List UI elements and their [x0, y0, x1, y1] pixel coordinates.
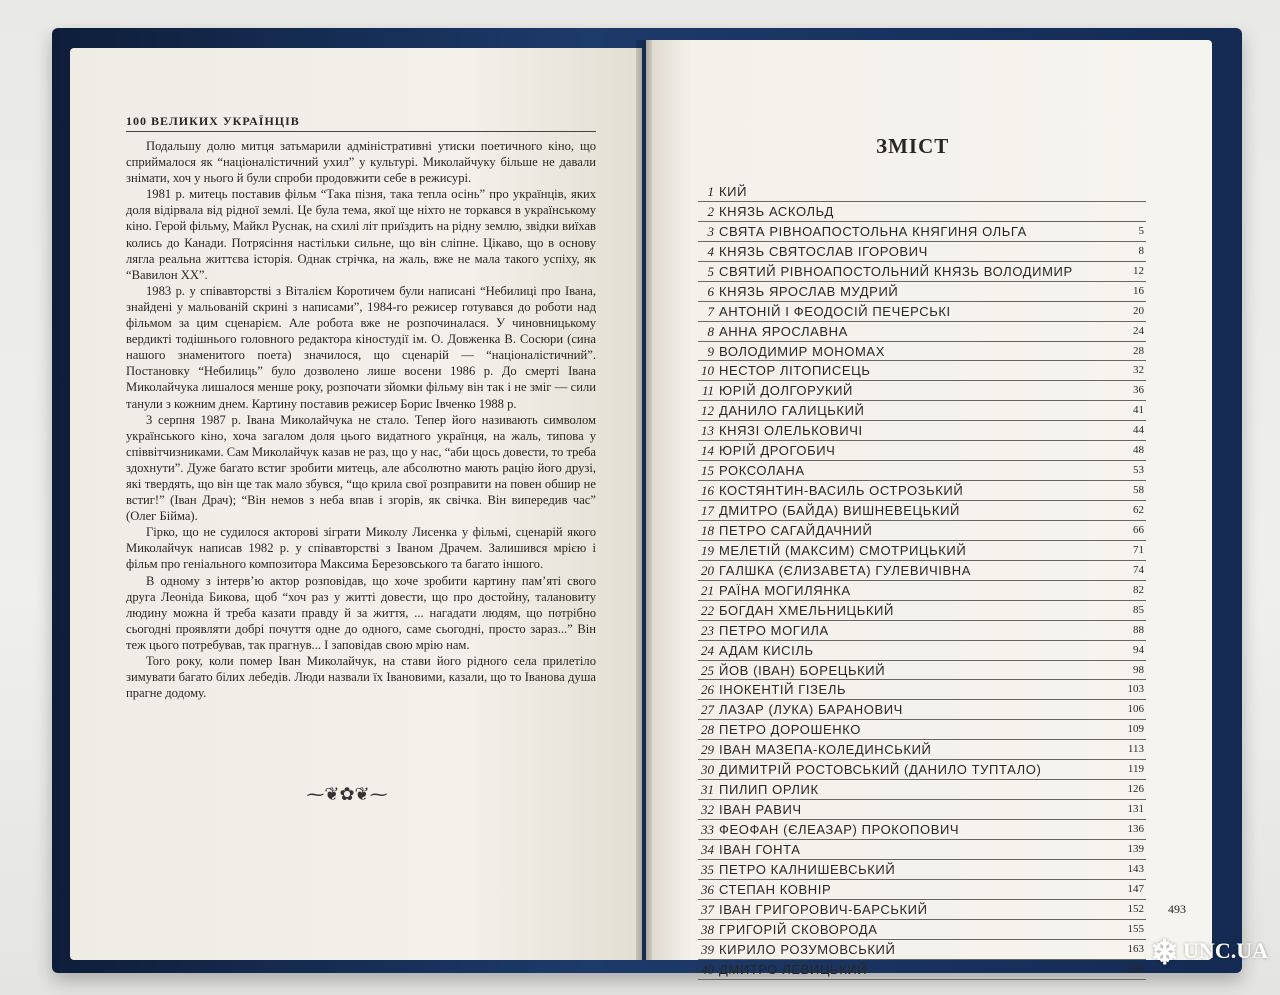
toc-entry-number: 39 — [701, 941, 714, 957]
toc-entry-title: КИРИЛО РОЗУМОВСЬКИЙ — [719, 941, 896, 957]
toc-entry — [698, 920, 1146, 940]
toc-entry — [698, 342, 1146, 362]
toc-entry-title: НЕСТОР ЛІТОПИСЕЦЬ — [719, 363, 871, 379]
toc-entry-number: 23 — [701, 622, 714, 638]
toc-entry-number: 36 — [701, 881, 714, 897]
toc-entry-page: 32 — [1133, 364, 1144, 377]
toc-entry — [698, 401, 1146, 421]
toc-entry-title: ДИМИТРІЙ РОСТОВСЬКИЙ (ДАНИЛО ТУПТАЛО) — [719, 762, 1042, 778]
page-number: 493 — [1168, 902, 1186, 916]
toc-entry — [698, 641, 1146, 661]
toc-entry — [698, 501, 1146, 521]
toc-entry-page: 36 — [1133, 384, 1144, 397]
toc-entry-number: 29 — [701, 742, 714, 758]
toc-entry-title: СТЕПАН КОВНІР — [719, 881, 832, 897]
toc-entry-title: ІВАН МАЗЕПА-КОЛЕДИНСЬКИЙ — [719, 742, 932, 758]
toc-entry-title: ГРИГОРІЙ СКОВОРОДА — [719, 921, 878, 937]
toc-entry-number: 33 — [701, 822, 714, 837]
toc-entry-page: 88 — [1133, 623, 1144, 636]
toc-entry-title: ІВАН РАВИЧ — [719, 802, 802, 818]
left-page — [70, 48, 642, 960]
toc-entry-number: 40 — [701, 961, 714, 977]
toc-entry — [698, 581, 1146, 601]
toc-entry — [698, 322, 1146, 342]
toc-entry-page: 155 — [1127, 922, 1144, 935]
toc-entry-number: 18 — [701, 522, 714, 538]
toc-entry-title: ІВАН ГОНТА — [719, 841, 801, 857]
toc-entry — [698, 621, 1146, 641]
toc-entry-page: 53 — [1133, 464, 1144, 477]
toc-entry-title: БОГДАН ХМЕЛЬНИЦЬКИЙ — [719, 602, 894, 618]
toc-entry-number: 16 — [701, 483, 714, 499]
toc-entry-page: 24 — [1133, 324, 1144, 337]
right-page — [646, 40, 1212, 977]
toc-entry-page: 8 — [1138, 244, 1144, 257]
toc-entry-page: 41 — [1133, 404, 1144, 417]
toc-entry-number: 6 — [707, 283, 714, 299]
toc-entry-title: РАЇНА МОГИЛЯНКА — [719, 582, 851, 598]
toc-entry-title: ПЕТРО САГАЙДАЧНИЙ — [719, 522, 873, 538]
toc-entry-page: 131 — [1127, 803, 1144, 816]
toc-entry — [698, 421, 1146, 441]
paragraph: В одному з інтерв’ю актор розповідав, що хоче зробити картину пам’яті свого друга Леоніда Бикова, щоб “хоч раз у житті довести, що про достойну, талановиту людину можна й треба казати правду й за життя, ... нагадати людям, що потрібно сьогодні проявляти добрі почуття одне до одного, саме сьогодні, просто зараз...” Він теж цього потребував, так прагнув... І заповідав свою мрію нам. — [126, 573, 596, 652]
toc-entry-page: 143 — [1127, 862, 1144, 875]
toc-entry — [698, 222, 1146, 242]
toc-entry — [698, 720, 1146, 740]
toc-entry-page: 106 — [1127, 703, 1144, 716]
toc-entry — [698, 940, 1146, 960]
toc-entry-title: ДМИТРО ЛЕВИЦЬКИЙ — [719, 961, 868, 977]
toc-entry-page: 136 — [1127, 823, 1144, 835]
toc-entry-page: 109 — [1127, 723, 1144, 736]
toc-entry — [698, 461, 1146, 481]
toc-entry-title: ІВАН ГРИГОРОВИЧ-БАРСЬКИЙ — [719, 901, 928, 917]
toc-entry-title: ПИЛИП ОРЛИК — [719, 782, 819, 798]
toc-entry — [698, 361, 1146, 381]
toc-entry-page: 62 — [1133, 504, 1144, 516]
toc-entry-page: 66 — [1133, 523, 1144, 536]
toc-entry-title: ВОЛОДИМИР МОНОМАХ — [719, 343, 885, 359]
toc-entry-page: 12 — [1133, 264, 1144, 277]
snowflake-icon: ❄ — [1150, 935, 1180, 972]
toc-entry-number: 31 — [701, 782, 714, 798]
toc-entry-number: 3 — [707, 223, 714, 239]
toc-entry-page: 48 — [1133, 444, 1144, 457]
toc-entry-page: 20 — [1133, 304, 1144, 317]
toc-entry-number: 8 — [707, 323, 714, 339]
toc-entry-title: АННА ЯРОСЛАВНА — [719, 323, 848, 339]
toc-entry-number: 20 — [701, 562, 714, 578]
toc-entry — [698, 521, 1146, 541]
toc-entry-page: 82 — [1133, 583, 1144, 596]
toc-entry — [698, 561, 1146, 581]
toc-entry — [698, 302, 1146, 322]
toc-entry-page: 126 — [1127, 783, 1144, 796]
toc-entry — [698, 481, 1146, 501]
watermark-text: UNC.UA — [1183, 938, 1268, 964]
toc-entry-page: 85 — [1133, 603, 1144, 616]
toc-entry-title: КНЯЗЬ СВЯТОСЛАВ ІГОРОВИЧ — [719, 243, 928, 259]
toc-entry-page: 5 — [1138, 224, 1144, 237]
toc-entry — [698, 700, 1146, 720]
toc-entry — [698, 242, 1146, 262]
paragraph: 1983 р. у співавторстві з Віталієм Коротичем були написані “Небилиці про Івана, знайдені у мальованій скрині з написами”, 1984-го режисер готувався до роботи над фільмом за цим сценарієм. Але робота вже не розпочиналася. У чиновницькому вердикті тодішнього головного редактора кіностудії ім. О. Довженка В. Сосюри (сина нашого знаменитого поета) значилося, що сценарій — “націоналістичний”. Постановку “Небилиць” було дозволено лише восени 1986 р. До смерті Івана Миколайчука лишалося менше року, розпочати зйомки фільму він так і не зміг — сили танули з кожним днем. Картину поставив режисер Борис Івченко 1988 р. — [126, 283, 596, 411]
toc-entry-title: СВЯТА РІВНОАПОСТОЛЬНА КНЯГИНЯ ОЛЬГА — [719, 223, 1027, 239]
toc-entry-number: 19 — [701, 542, 714, 558]
body-text — [126, 138, 596, 701]
paragraph: 1981 р. митець поставив фільм “Така пізня, така тепла осінь” про українців, яких доля відірвала від рідної землі. Це була тема, якої ще ніхто не торкався в українському кіно. Герой фільму, Майкл Руснак, на схилі літ приїздить на рідну землю, звідки виїхав колись до Канади. Потрясіння настільки сильне, що він сліпне. Цікаво, що в основу лягла реальна життєва історія. Однак стрічка, на жаль, вже не мала такого успіху, як “Вавилон ХХ”. — [126, 187, 596, 282]
toc-entry-number: 7 — [707, 303, 714, 319]
paragraph: Гірко, що не судилося акторові зіграти Миколу Лисенка у фільмі, сценарій якого Миколайчук написав 1982 р. у співавторстві з Іваном Драчем. Залишився мрією і фільм про геніального композитора Максима Березовського та багато іншого. — [126, 525, 596, 572]
toc-entry-number: 1 — [707, 184, 714, 199]
toc-entry-title: ЮРІЙ ДОЛГОРУКИЙ — [719, 383, 853, 399]
toc-entry-page: 103 — [1127, 683, 1144, 696]
toc-entry-number: 34 — [701, 841, 714, 857]
toc-entry-title: ЮРІЙ ДРОГОБИЧ — [719, 443, 836, 459]
toc-entry-number: 35 — [701, 861, 714, 877]
watermark — [1151, 933, 1268, 973]
toc-entry — [698, 960, 1146, 980]
toc-entry-number: 12 — [701, 403, 714, 419]
book-spine-shadow — [636, 40, 652, 960]
toc-entry-title: КНЯЗЬ ЯРОСЛАВ МУДРИЙ — [719, 283, 899, 299]
toc-entry-page: 16 — [1133, 284, 1144, 297]
ornament-divider: ⁓❦✿❦⁓ — [306, 784, 388, 804]
toc-entry — [698, 441, 1146, 461]
toc-entry-number: 25 — [701, 662, 714, 678]
toc-entry-title: ДАНИЛО ГАЛИЦЬКИЙ — [719, 403, 865, 419]
toc-entry-page: 98 — [1133, 663, 1144, 676]
toc-entry-number: 10 — [701, 363, 714, 379]
paragraph: Подальшу долю митця затьмарили адміністративні утиски поетичного кіно, що сприймалося як “націоналістичний ухил” у культурі. Миколайчуку більше не давали знімати, хоч у нього й були спроби продовжити себе в режисурі. — [126, 139, 596, 186]
toc-entry — [698, 601, 1146, 621]
toc-entry — [698, 740, 1146, 760]
toc-entry-page: 58 — [1133, 484, 1144, 497]
toc-entry-title: ІНОКЕНТІЙ ГІЗЕЛЬ — [719, 682, 847, 698]
toc-entry-title: ДМИТРО (БАЙДА) ВИШНЕВЕЦЬКИЙ — [719, 503, 960, 518]
toc-title: ЗМІСТ — [876, 134, 950, 158]
toc-entry-number: 2 — [707, 203, 714, 219]
toc-entry-number: 30 — [701, 762, 714, 778]
toc-entry-page: 152 — [1127, 902, 1144, 915]
toc-entry — [698, 262, 1146, 282]
toc-entry-page: 28 — [1133, 344, 1144, 357]
toc-entry-title: ЛАЗАР (ЛУКА) БАРАНОВИЧ — [719, 702, 903, 718]
toc-entry — [698, 900, 1146, 920]
toc-entry-title: ПЕТРО КАЛНИШЕВСЬКИЙ — [719, 861, 896, 877]
toc-entry-page: 113 — [1127, 743, 1144, 756]
toc-entry-title: АДАМ КИСІЛЬ — [719, 642, 814, 658]
toc-entry-number: 37 — [701, 901, 714, 917]
toc-entry-title: КИЙ — [719, 184, 748, 199]
toc-entry-number: 17 — [701, 503, 714, 518]
toc-entry-page: 44 — [1133, 424, 1144, 437]
toc-entry-number: 9 — [707, 343, 714, 359]
toc-entry-page: 71 — [1133, 543, 1144, 556]
toc-entry-number: 26 — [701, 682, 714, 698]
toc-entry-title: АНТОНІЙ І ФЕОДОСІЙ ПЕЧЕРСЬКІ — [719, 303, 951, 319]
toc-entry — [698, 820, 1146, 840]
toc-entry-number: 32 — [701, 802, 714, 818]
toc-entry-title: РОКСОЛАНА — [719, 463, 805, 479]
table-of-contents — [698, 148, 1146, 980]
toc-entry — [698, 282, 1146, 302]
toc-entry-number: 28 — [701, 722, 714, 738]
toc-entry-title: ФЕОФАН (ЄЛЕАЗАР) ПРОКОПОВИЧ — [719, 822, 960, 837]
toc-entry-number: 38 — [701, 921, 714, 937]
toc-entry — [698, 840, 1146, 860]
toc-entry — [698, 182, 1146, 202]
toc-entry — [698, 661, 1146, 681]
toc-entry — [698, 860, 1146, 880]
toc-entry-title: ГАЛШКА (ЄЛИЗАВЕТА) ГУЛЕВИЧІВНА — [719, 562, 972, 578]
toc-entry — [698, 202, 1146, 222]
running-head: 100 ВЕЛИКИХ УКРАЇНЦІВ — [126, 114, 596, 132]
toc-entry-number: 13 — [701, 423, 714, 439]
toc-entry-title: ЙОВ (ІВАН) БОРЕЦЬКИЙ — [719, 662, 886, 678]
toc-entry-page: 169 — [1127, 962, 1144, 975]
toc-entry-title: КОСТЯНТИН-ВАСИЛЬ ОСТРОЗЬКИЙ — [719, 483, 964, 499]
toc-entry-title: КНЯЗІ ОЛЕЛЬКОВИЧІ — [719, 423, 863, 439]
toc-entry-page: 139 — [1127, 842, 1144, 855]
toc-entry-number: 24 — [701, 642, 714, 658]
toc-entry-number: 21 — [701, 582, 714, 598]
toc-entry-title: ПЕТРО ДОРОШЕНКО — [719, 722, 861, 738]
toc-entry — [698, 680, 1146, 700]
toc-entry — [698, 541, 1146, 561]
toc-spacer — [698, 148, 1146, 182]
toc-entry-number: 14 — [701, 443, 714, 459]
toc-entry-page: 119 — [1127, 763, 1144, 776]
toc-entry-title: КНЯЗЬ АСКОЛЬД — [719, 203, 834, 219]
paragraph: Того року, коли помер Іван Миколайчук, на стави його рідного села прилетіло зимувати багато білих лебедів. Люди назвали їх Івановими, казали, що то Іванова душа прагне додому. — [126, 654, 596, 701]
toc-entry-number: 27 — [701, 702, 714, 718]
toc-entry — [698, 800, 1146, 820]
toc-entry-number: 15 — [701, 463, 714, 479]
paragraph: 3 серпня 1987 р. Івана Миколайчука не стало. Тепер його називають символом українського кіно, хоча загалом доля цього видатного українця, на жаль, типова у співвітчизниками. Сам Миколайчук казав не раз, що у нас, “аби щось довести, то треба здохнути”. Дуже багато встиг зробити митець, але абсолютно мають рацію його друзі, які твердять, що він ще так мало збувся, “що крила свої розправити на повен обшир не встиг!” (Іван Драч); “Він немов з неба впав і згорів, як свічка. Він випередив час” (Олег Бійма). — [126, 412, 596, 524]
toc-entry — [698, 880, 1146, 900]
toc-entry-page: 147 — [1127, 882, 1144, 895]
toc-entry-number: 11 — [701, 383, 714, 399]
toc-entry-title: ПЕТРО МОГИЛА — [719, 622, 829, 638]
toc-entry-page: 163 — [1127, 942, 1144, 955]
toc-entry-number: 5 — [707, 263, 714, 279]
toc-entry-number: 22 — [701, 602, 714, 618]
toc-entry-title: СВЯТИЙ РІВНОАПОСТОЛЬНИЙ КНЯЗЬ ВОЛОДИМИР — [719, 263, 1073, 279]
toc-entry — [698, 381, 1146, 401]
toc-entry-page: 94 — [1133, 643, 1144, 656]
toc-entry — [698, 760, 1146, 780]
toc-entry-number: 4 — [707, 243, 714, 259]
toc-entry-title: МЕЛЕТІЙ (МАКСИМ) СМОТРИЦЬКИЙ — [719, 542, 967, 558]
toc-entry-page: 74 — [1133, 563, 1144, 576]
toc-entry — [698, 780, 1146, 800]
